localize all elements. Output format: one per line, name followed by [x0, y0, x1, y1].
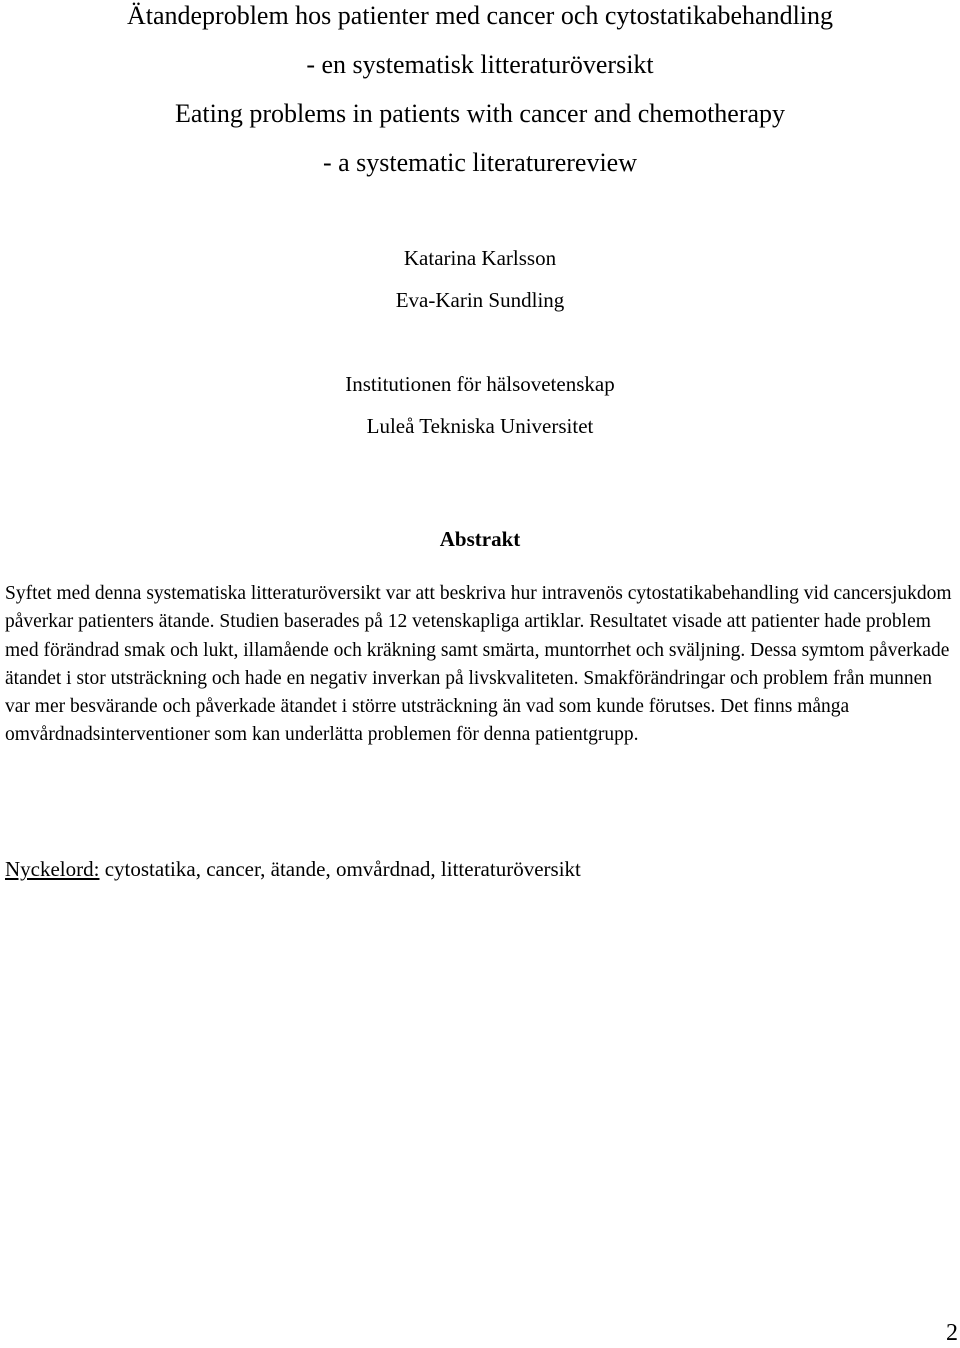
- university-name: Luleå Tekniska Universitet: [366, 414, 594, 438]
- abstract-body: Syftet med denna systematiska litteraturöversikt var att beskriva hur intravenös cytostatikabehandling vid cancersjukdom påverkar patienters ätande. Studien baserades på 12 vetenskapliga artiklar. Resultatet visade att patienter hade problem med förändrad smak och lukt, illamående och kräkning samt smärta, muntorrhet och sväljning. Dessa symtom påverkade ätandet i stor utsträckning och hade en negativ inverkan på livskvaliteten. Smakförändringar och problem från munnen var mer besvärande och påverkade ätandet i större utsträckning än vad som kunde förutses. Det finns många omvårdnadsinterventioner som kan underlätta problemen för denna patientgrupp.: [5, 583, 952, 746]
- department-name: Institutionen för hälsovetenskap: [345, 372, 615, 396]
- document-title: [0, 0, 960, 196]
- affiliation: [0, 369, 960, 453]
- keywords-line: [5, 854, 905, 884]
- title-english-line-2: - a systematic literaturereview: [322, 148, 638, 177]
- author-name: Katarina Karlsson: [403, 246, 557, 270]
- keywords-label: Nyckelord:: [5, 857, 100, 881]
- author-list: [0, 243, 960, 327]
- title-swedish-line-1: Ätandeproblem hos patienter med cancer och cytostatikabehandling: [126, 1, 834, 30]
- abstract-heading: Abstrakt: [439, 527, 521, 551]
- author-name: Eva-Karin Sundling: [395, 288, 565, 312]
- title-swedish-line-2: - en systematisk litteraturöversikt: [306, 50, 654, 79]
- page-number: 2: [946, 1320, 958, 1346]
- title-english-line-1: Eating problems in patients with cancer and chemotherapy: [174, 99, 786, 128]
- keywords-terms: cytostatika, cancer, ätande, omvårdnad, litteraturöversikt: [104, 857, 581, 881]
